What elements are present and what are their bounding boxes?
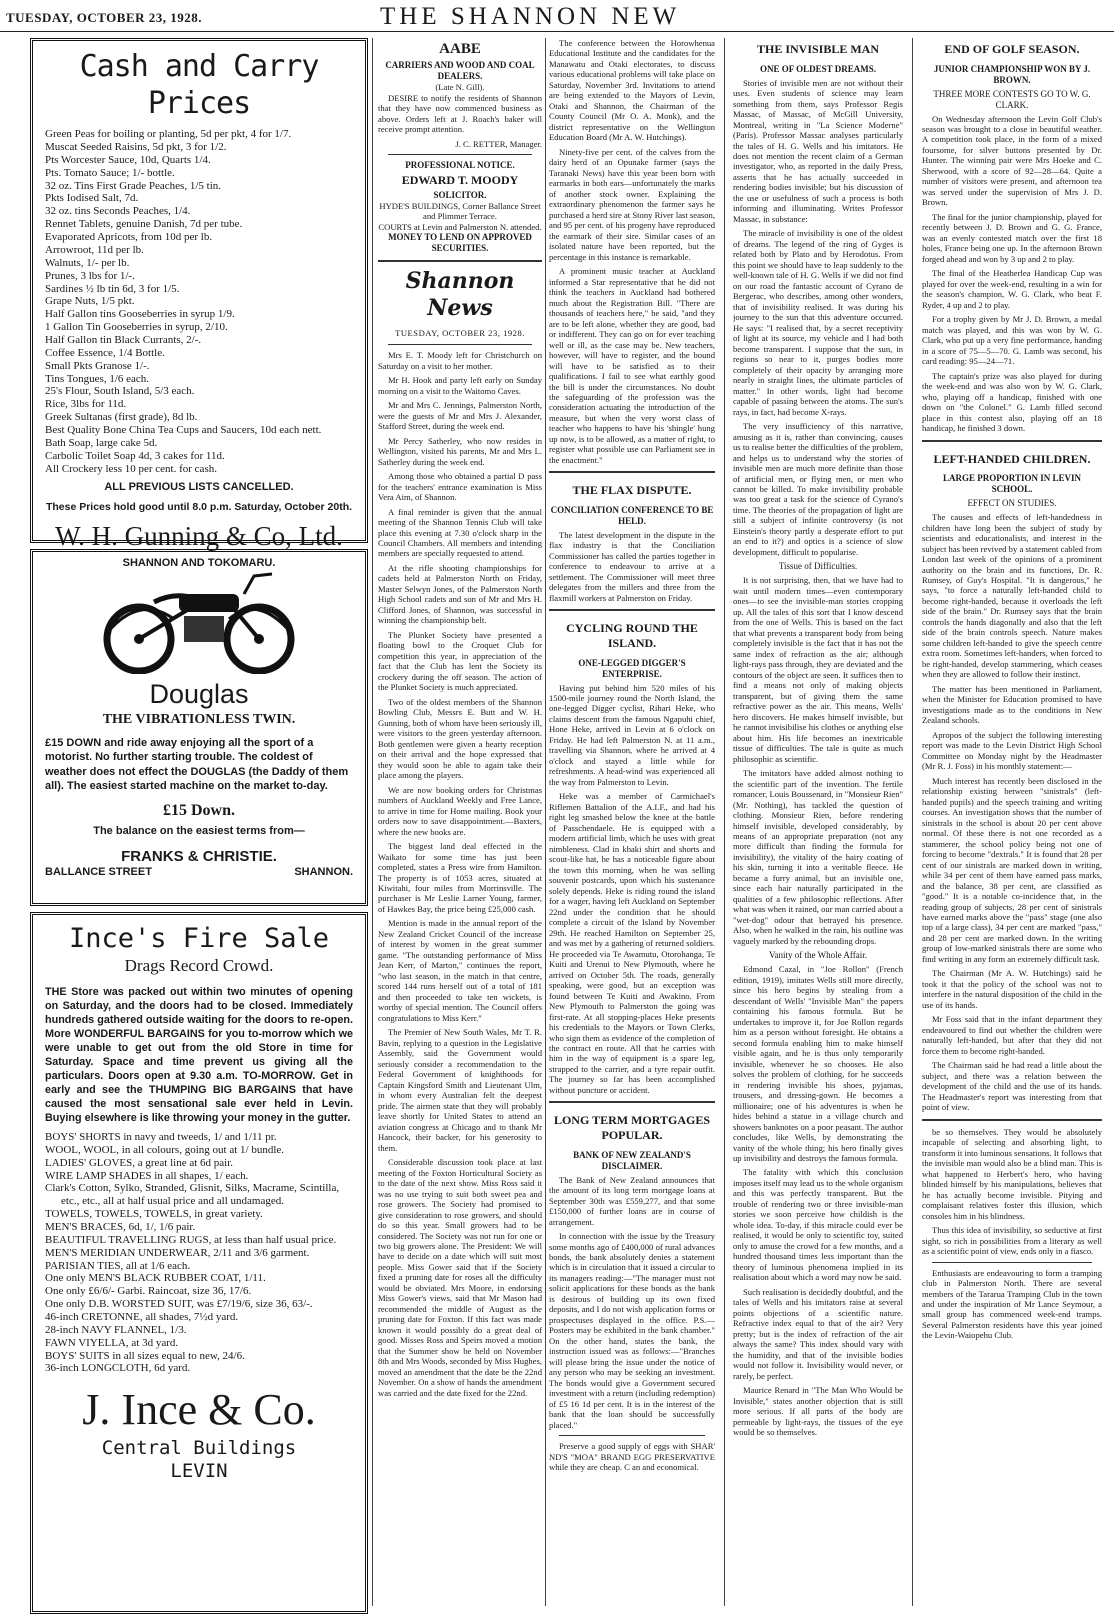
article-paragraph: The final for the junior championship, played for recently between J. D. Brown and G. G. France, was an evenly contested match over the first 18 holes, France being one up. In the afternoon Brown forged ahead and won by 3 up and 2 to play.: [922, 211, 1102, 264]
article-paragraph: Mr Foss said that in the infant department they endeavoured to find out whether the children were naturally left-handed, but after that they did not force them to become right-handed.: [922, 1014, 1102, 1056]
sale-item: FAWN VIYELLA, at 3d yard.: [45, 1336, 179, 1349]
article-paragraph: The Chairman (Mr A. W. Hutchings) said he took it that the policy of the school was not to interfere in the natural disposition of the child in the use of its hands.: [922, 968, 1102, 1010]
mortgage-headline: LONG TERM MORTGAGES POPULAR.: [553, 1113, 711, 1143]
price-item: Half Gallon tins Gooseberries in syrup 1/9.: [45, 308, 235, 321]
sale-item: One only £6/6/- Garbi. Raincoat, size 36, 17/6.: [45, 1285, 252, 1298]
column-rule: [724, 38, 725, 1606]
article-body: [733, 78, 903, 558]
store-town: LEVIN: [170, 1460, 228, 1483]
price-list: [45, 128, 353, 475]
golf-headline: END OF GOLF SEASON.: [944, 42, 1080, 56]
sale-item: TOWELS, TOWELS, TOWELS, in great variety.: [45, 1208, 263, 1221]
article-paragraph: The Bank of New Zealand announces that the amount of its long term mortgage loans at September 30th was £559,277, and that some £150,000 of further loans are in course of arrangement.: [549, 1174, 715, 1227]
solicitor-courts: COURTS at Levin and Palmerston N. attended.: [378, 221, 542, 232]
divider: [378, 260, 542, 262]
solicitor-role: SOLICITOR.: [433, 189, 487, 200]
column-rule: [912, 38, 913, 1606]
aabe-body: DESIRE to notify the residents of Shannon that they have now commenced business as above. Orders left at J. Roach's baker will receive prompt attention.: [378, 92, 542, 135]
article-paragraph: Apropos of the subject the following interesting report was made to the Levin District High School Committee on Monday night by the Headmaster (Mr R. J. Foss) in his monthly statement:—: [922, 729, 1102, 772]
sale-item: 46-inch CRETONNE, all shades, 7½d yard.: [45, 1311, 239, 1324]
brand-name: Douglas: [149, 679, 249, 709]
article-paragraph: The captain's prize was also played for during the week-end and was also won by W. G. Clark, who, playing off a handicap, finished with one down on "the Colonel." G. Lamb filled second place in this contest also, playing off an 18 handicap, he finished 3 down.: [922, 370, 1102, 434]
mortgage-body: [549, 1175, 715, 1431]
sale-item-list: [45, 1131, 353, 1375]
store-brand: J. Ince & Co.: [82, 1385, 316, 1435]
divider: [388, 154, 532, 155]
column-rule: [545, 38, 546, 1606]
news-paragraph: Among those who obtained a partial D pass for the teachers' entrance examination is Miss Vera Aim, of Shannon.: [378, 471, 542, 503]
price-item: Grape Nuts, 1/5 pkt.: [45, 295, 135, 308]
sale-item: MEN'S BRACES, 6d, 1/, 1/6 pair.: [45, 1221, 196, 1233]
left-handed-subhead: LARGE PROPORTION IN LEVIN SCHOOL.: [943, 473, 1081, 495]
advertisement-column: [30, 38, 368, 1620]
sale-item: MEN'S MERIDIAN UNDERWEAR, 2/11 and 3/6 garment.: [45, 1246, 310, 1259]
tramping-club-item: [922, 1268, 1102, 1341]
news-items: [549, 38, 715, 465]
price-item: Rice, 3lbs for 11d.: [45, 398, 127, 411]
price-item: 32 oz. Tins First Grade Peaches, 1/5 tin.: [45, 179, 221, 192]
flax-subhead: CONCILIATION CONFERENCE TO BE HELD.: [550, 505, 714, 526]
news-paragraph: The Plunket Society have presented a floating bowl to the Croquet Club for competition this year, in appreciation of the fact that the Club has lent the Society its crockery during the off season. The action of the Plunket Society is much appreciated.: [378, 629, 542, 693]
invisible-man-headline: THE INVISIBLE MAN: [756, 42, 880, 56]
aabe-late: (Late N. Gill).: [435, 82, 485, 93]
divider: [549, 1101, 715, 1103]
continued-article: [922, 1127, 1102, 1257]
egg-preservative-ad: Preserve a good supply of eggs with SHAR' ND'S "MOA" BRAND EGG PRESERVATIVE while they are cheap. C an and economical.: [549, 1441, 715, 1473]
sale-item: PARISIAN TIES, all at 1/6 each.: [45, 1259, 191, 1272]
aabe-signature: J. C. RETTER, Manager.: [455, 138, 542, 149]
article-paragraph: Such realisation is decidedly doubtful, and the tales of Wells and his imitators raise at several points objections of a scientific nature. Refractive index equal to that of the air? Very pretty; but is the index of refraction of the air always the same? This index should vary with the humidity, and that of the invisible bodies would not follow it. Invisibility would never, or rarely, be perfect.: [733, 1286, 903, 1381]
article-paragraph: The miracle of invisibility is one of the oldest of dreams. The legend of the ring of Gyges is related both by Plato and by Herodotus. From this point we should have to leap suddenly to the well-known tale of H. G. Wells if we did not find on our road the fantastic account of Cyrano de Bergerac, who describes, among other wonders, that of invisibility realised. It was during his journey to the sun that this adventure occurred. He says: "I realised that, by a secret receptivity of light at its source, my vehicle and I had both become transparent. I suppose that the sun, in regions so near to it, purges bodies more completely of their opacity by arranging more nearly in straight lines, the ultimate particles of matter." In other words, light had become capable of passing between the atoms. The sun's rays, in fact, had become X-rays.: [733, 228, 903, 417]
sale-body: THE Store was packed out within two minutes of opening on Saturday, and the doors had to be closed. Immediately hundreds gathered outside waiting for the doors to re-open. More WONDERFUL BARGAINS for you to-morrow which we were unable to get out from the old Store in time for Saturday. Space and time prevent us giving all the particulars. Doors open at 9.30 a.m. TO-MORROW. Get in early and see the THUMPING BIG BARGAINS that have caused the most sensational sale ever held in Levin. Buying elsewhere is like throwing your money in the gutter.: [45, 985, 353, 1124]
solicitor-money: MONEY TO LEND ON APPROVED SECURITIES.: [388, 232, 532, 254]
news-paragraph: Mr H. Hook and party left early on Sunday morning on a visit to the Waitomo Caves.: [378, 375, 542, 396]
article-paragraph: Edmond Cazal, in "Joe Rollon" (French edition, 1919), imitates Wells still more directly, since his hero begins by stealing from a descendant of Wells' "Invisible Man" the papers containing his famous formula. But he undertakes to improve it, for Joe Rollon regards him as a person without foresight. He obtains a second formula enabling him to make himself visible again, and he is thus only temporarily invisible, whenever he so chooses. He also solves the problem of clothing, for he succeeds in rendering invisible his shoes, pyjamas, trousers, and dressing-gown. He becomes a millionaire; one of his adventures is when he hides behind a statue in a village church and showers banknotes on a poor peasant. The author concludes, like Wells, by demonstrating the vanity of the whole thing; his hero finally gives up invisibility and destroys the famous formula.: [733, 964, 903, 1163]
invisible-man-subhead: ONE OF OLDEST DREAMS.: [759, 63, 877, 74]
solicitor-address: HYDE'S BUILDINGS, Corner Ballance Street and Plimmer Terrace.: [379, 200, 541, 222]
price-item: Coffee Essence, 1/4 Bottle.: [45, 346, 165, 359]
news-paragraph: Mr and Mrs C. Jennings, Palmerston North, were the guests of Mr and Mrs J. Alexander, Stafford Street, during the week end.: [378, 400, 542, 432]
price-item: Best Quality Bone China Tea Cups and Saucers, 10d each nett.: [45, 423, 322, 436]
article-paragraph: The final of the Heatherlea Handicap Cup was played for over the week-end, resulting in a win for the season's champion, W. G. Clark, who beat F. Ryder, 4 up and 2 to play.: [922, 268, 1102, 310]
article-body: [733, 964, 903, 1437]
sale-subtitle: Drags Record Crowd.: [124, 955, 274, 975]
news-paragraph: Two of the oldest members of the Shannon Bowling Club, Messrs E. Butt and W. H. Gunning, both of whom have been seriously ill, were visitors to the green yesterday afternoon. Both gentlemen were given a hearty reception on their arrival and the hope expressed that they would soon be able to again take their place among the players.: [378, 696, 542, 781]
sale-item: 36-inch LONGCLOTH, 6d yard.: [45, 1362, 191, 1375]
news-paragraph: The conference between the Horowhenua Educational Institute and the candidates for the Manawatu and Otaki electorates, to discuss various educational problems will take place on Saturday, November 3rd. Invitations to attend are being extended to the Mayors of Levin, Otaki and Shannon, the Chairman of the County Council (Mr O. A. Monk), and the district representative on the Wellington Education Board (Mr A. W. Hutchings).: [549, 38, 715, 143]
price-item: Bath Soap, large cake 5d.: [45, 436, 158, 449]
flax-headline: THE FLAX DISPUTE.: [572, 483, 692, 498]
news-paragraph: A prominent music teacher at Auckland informed a Star representative that he did not think the teachers in Auckland had bothered much about the Registration Bill. "There are thousands of teachers here," he said, "and they are to be left alone, whether they are good, bad or indifferent. They can go on for ever teaching well or ill, as the case may be. New teachers, however, will have to register, and the bound will have to be satisfied as to their qualifications. I fail to see what earthly good the bill is under the circumstances. No doubt the safeguarding of the profession was the consideration actuating the introduction of the measure, but when the very worst class of teacher who happens to have his 'shingle' hung up now, is to be allowed, as a matter of right, to register what possible use can Parliament see in the enactment.": [549, 266, 715, 465]
sale-item: WIRE LAMP SHADES in all shapes, 1/ each.: [45, 1169, 249, 1182]
sale-item: One only MEN'S BLACK RUBBER COAT, 1/11.: [45, 1272, 266, 1285]
motorcycle-illustration: [94, 564, 304, 674]
column-three: [549, 38, 715, 1477]
section-heading: Tissue of Difficulties.: [778, 561, 858, 572]
ad-title: Cash and Carry Prices: [79, 49, 319, 121]
dealer-address: [45, 866, 353, 879]
column-rule: [372, 38, 373, 1606]
left-handed-headline: LEFT-HANDED CHILDREN.: [933, 451, 1091, 466]
price-item: Pts. Tomato Sauce; 1/- bottle.: [45, 166, 175, 179]
price-item: Tins Tongues, 1/6 each.: [45, 372, 150, 385]
price-item: Muscat Seeded Raisins, 5d pkt, 3 for 1/2.: [45, 141, 227, 154]
cycling-body: [549, 683, 715, 1096]
price-item: Arrowroot, 11d per lb.: [45, 243, 144, 256]
news-paragraph: A final reminder is given that the annual meeting of the Shannon Tennis Club will take place this evening at 7.30 o'clock sharp in the Council Chambers. All members and intending members are specially requested to attend.: [378, 506, 542, 559]
ince-sale-ad: [30, 912, 368, 1614]
sale-item: WOOL, WOOL, in all colours, going out at 1/ bundle.: [45, 1143, 285, 1156]
sale-item: BOYS' SHORTS in navy and tweeds, 1/ and 1/11 pr.: [45, 1130, 277, 1143]
article-paragraph: On Wednesday afternoon the Levin Golf Club's season was brought to a close in beautiful weather. A competition took place, in the form of a mixed foursome, for silver buttons presented by Dr. Hunter. The winning pair were Mrs Hoeke and C. Sherwood, with a score of 92—28—64. Quite a number of visitors were present, and afternoon tea was served under the supervision of Mrs J. D. Brown.: [922, 113, 1102, 208]
price-item: Greek Sultanas (first grade), 8d lb.: [45, 411, 198, 424]
paper-dateline: TUESDAY, OCTOBER 23, 1928.: [395, 327, 525, 338]
price-item: Small Pkts Granose 1/-.: [45, 359, 150, 372]
article-paragraph: It is not surprising, then, that we have had to wait until modern times—even contemporary ones—to see the invisible-man stories cropping up. All the tales of this sort that I know descend from the one of Wells. This is based on the fact that what prevents a transparent body from being completely invisible is the fact that it has not the same index of refraction as the air; although light-rays pass through, they are deviated and the contours of the object are seen. It suffices then to find a means not only of making objects transparent, but of giving them the same refractive power as the air. This means, Wells' hero discovers. He makes himself invisible, but he cannot invisibilise his clothes or anything else about him. His life becomes an inextricable tissue of difficulties. The tale is quite as much philosophic as scientific.: [733, 575, 903, 764]
firm-name: W. H. Gunning & Co, Ltd.: [55, 520, 343, 551]
price-item: Evaporated Apricots, from 10d per lb.: [45, 231, 213, 244]
article-paragraph: Much interest has recently been disclosed in the relationship existing between "sinistrals" (left-handed pupils) and the speech training and writing courses. An investigation shows that the number of sinistrals in the school is about 20 per cent above normal. Of these there is not one recorded as a stammerer, the school policy being not one of forcing to become "dextrals." It is found that 28 per cent of our sinistrals are marked down in writing, while 34 per cent of them have earned pass marks, and the balance, 38 per cent, are classified as "good." It is a notable co-incidence that, in the reading group of subjects, 28 per cent of sinistrals have earned marks above the "pass" stage (one also top of a large class), 34 per cent are marked "pass," and 28 per cent are marked down. In the writing group of low-marked sinistrals there are some who find writing in any form an extremely difficult task.: [922, 775, 1102, 964]
article-paragraph: The very insufficiency of this narrative, amusing as it is, rather than convincing, causes us to realise better the difficulties of the problem, and helps us to understand why the stories of invisible men are much more definite than those of artificial men, or flying men, or men who cannot be killed. To make invisibility probable was too great a task for the science of Cyrano's time. The theories of the propagation of light are still a subject of infinite controversy (is not Einstein's theory partly a desperate effort to put an end to it?) and optics is a science of slow development, difficult to popularise.: [733, 421, 903, 557]
sale-item: 28-inch NAVY FLANNEL, 1/3.: [45, 1323, 187, 1336]
price-item: Green Peas for boiling or planting, 5d per pkt, 4 for 1/7.: [45, 128, 292, 141]
golf-subhead-two: THREE MORE CONTESTS GO TO W. G. CLARK.: [933, 88, 1091, 110]
price-item: Pts Worcester Sauce, 10d, Quarts 1/4.: [45, 153, 211, 166]
news-paragraph: We are now booking orders for Christmas numbers of Auckland Weekly and Free Lance, to arrive in time for Home mailing. Book your orders now to save disappointment.—Baxters, where the new books are.: [378, 784, 542, 837]
golf-subhead: JUNIOR CHAMPIONSHIP WON BY J. BROWN.: [933, 63, 1091, 85]
article-paragraph: The imitators have added almost nothing to the scientific part of the invention. The fertile romancer, Louis Boussenard, in "Monsieur Rien" (Mr. Nothing), has tackled the question of clothing. Monsieur Rien, before rendering himself invisible, developed considerably, by means of an appropriate preparation (not any more difficult than finding the formula for invisibility), the vitality of the hairy coating of his skin, turning it into a veritable fleece. He became a furry animal, but an invisible one, since each hair naturally participated in the qualities of a few philosophic reflections. After what was when it rained, our man carried about a "wet-dog" odour that betrayed his presence. Also, when he walked in the rain, his outline was vaguely marked by the rebounding drops.: [733, 768, 903, 946]
aabe-subtitle: CARRIERS AND WOOD AND COAL DEALERS.: [385, 60, 535, 82]
price-item: Prunes, 3 lbs for 1/-.: [45, 269, 135, 282]
divider: [388, 344, 532, 345]
article-paragraph: Stories of invisible men are not without their uses. Even students of science may learn something from them, says Professor Regis Massac, of Massac, of McGill University, Montreal, writing in "La Science Moderne" (Paris). Professor Massac analyses particularly the tales of H. G. Wells and his imitators. He does not mention the recent claim of a German investigator, who, as reported in the daily Press, asserts that he has actually succeeded in rendering bodies invisible; but his discussion of the use or usefulness of such a process is both informing and illuminating. Writes Professor Massac, in substance:: [733, 77, 903, 224]
news-paragraph: The Premier of New South Wales, Mr T. R. Bavin, replying to a question in the Legislative Assembly, said the Government would seriously consider a recommendation to the Federal Government of knighthoods for Captain Kingsford Smith and Lieutenant Ulm, in whom every Australian felt the deepest pride. The airmen state that they will probably leave shortly for United States to attend an aviation congress at Chicago and to thank Mr Hancock, their backer, for his generosity to them.: [378, 1027, 542, 1153]
article-paragraph: In connection with the issue by the Treasury some months ago of £400,000 of rural advances bonds, the bank absolutely denies a statement which is in circulation that it issued a circular to its managers reading:—"The manager must not solicit applications for these bonds as the bank is desirous of building up its own fixed deposits, and I do not wish application forms or prospectuses displayed in the office. P.S.— Posters may be exhibited in the bank chamber." On the other hand, states the bank, the instruction issued was as follows:—"Branches will please bring the issue under the notice of any person who may be seeking an investment. The bonds would give a Government secured investment with a return (including redemption) of £5 16 1d per cent. It is in the interest of the bank that the loan should be successfully placed.": [549, 1231, 715, 1430]
masthead-date: TUESDAY, OCTOBER 23, 1928.: [6, 10, 203, 25]
dealer-town: SHANNON.: [294, 866, 353, 879]
section-heading: Vanity of the Whole Affair.: [769, 950, 867, 961]
price-item: All Crockery less 10 per cent. for cash.: [45, 462, 217, 475]
cycling-subhead: ONE-LEGGED DIGGER'S ENTERPRISE.: [578, 657, 686, 679]
article-paragraph: be so themselves. They would be absolutely incapable of selecting and absorbing light, to transform it into luminous sensations. It follows that the invisible man would also be a blind man. This is what happened to Herbert's hero, who having blinded himself by his manipulations, believes that he has actually become invisible. Pitying and complaisant relatives foster this illusion, which consoles him in his blindness.: [922, 1126, 1102, 1221]
solicitor-name: EDWARD T. MOODY: [401, 173, 519, 188]
news-paragraph: Mr Percy Satherley, who now resides in Wellington, visited his parents, Mr and Mrs L. Satherley during the week end.: [378, 435, 542, 467]
article-paragraph: The fatality with which this conclusion imposes itself may lead us to the whole organism and this was perfectly transparent. But the trouble of rendering two or three invisible-man stories we soon perceive how childish is the whole idea. To-day, if this miracle could ever be realised, it would be only to scientific toy, suited only to amuse the crowd for a few months, and a hundred thousand times less important than the theory of luminous phenomena implied in its realisation about which a word may now be said.: [733, 1167, 903, 1283]
ad-body: £15 DOWN and ride away enjoying all the sport of a motorist. No further starting trouble. The coldest of weather does not effect the DOUGLAS (the Daddy of them all). The easiest started machine on the market to-day.: [45, 737, 349, 792]
balance-terms: The balance on the easiest terms from—: [93, 824, 305, 837]
divider: [549, 609, 715, 611]
ad-hold: These Prices hold good until 8.0 p.m. Saturday, October 20th.: [45, 500, 353, 513]
price-item: 1 Gallon Tin Gooseberries in syrup, 2/10.: [45, 321, 228, 334]
left-handed-body: [922, 512, 1102, 1113]
column-five: [922, 38, 1102, 1345]
article-paragraph: Maurice Renard in "The Man Who Would be Invisible," states another objection that is still more serious. If all parts of the body are permeable by light-rays, the tissues of the eye would be so themselves.: [733, 1385, 903, 1438]
price-item: 32 oz. tins Seconds Peaches, 1/4.: [45, 205, 191, 218]
divider: [559, 1435, 705, 1436]
news-paragraph: Mention is made in the annual report of the New Zealand Cricket Council of the increase of interest by women in the great summer game. "The outstanding performance of Miss Jean Kerr, of Marton," continues the report, "who last season, in the match in that centre, scored 144 runs herself out of a total of 181 and then proceeded to take ten wickets, is worthy of special mention. The Council offers congratulations to Miss Kerr.": [378, 918, 542, 1023]
news-paragraph: Ninety-five per cent. of the calves from the dairy herd of an Opunake farmer (says the Taranaki News) have this year been born with earmarks in both ears—unfortunately the marks of another stock owner. Explaining the extraordinary phenomenon the farmer says he purchased a herd sire at Stony River last season, and 95 per cent. of his progeny have reproduced the earmark of their sire. Similar cases of an isolated nature have been reported, but the percentage in this instance is remarkable.: [549, 146, 715, 262]
price-item: Sardines ½ lb tin 6d, 3 for 1/5.: [45, 282, 180, 295]
local-news-list: [378, 350, 542, 1398]
masthead: [0, 0, 1114, 32]
divider: [932, 1262, 1092, 1263]
divider: [549, 471, 715, 473]
news-paragraph: At the rifle shooting championships for cadets held at Palmerston North on Friday, Master Selwyn Jones, of the Palmerston North High School cadets and son of Mr and Mrs H. Clifford Jones, of Shannon, was successful in winning the championship belt.: [378, 562, 542, 626]
news-paragraph: Considerable discussion took place at last meeting of the Foxton Horticultural Society as to the date of the next show. Miss Ross said it was no use trying to suit both sweet pea and rose growers. The Society had promised to give consideration to rose growers, and should do so this year. Small growers had to be considered. The Society was not run for one or two big growers alone. The President: We will have to decide on a date which will suit most people. Miss Gower said that if the Society fixed a pruning date for roses all the difficulty would be obviated. Mrs Moore, in endorsing Miss Gower's views, said that Mr Mason had recommended the middle of August as the pruning date for Foxton. If this fact was made known it would possibly do a great deal of good. Misses Ross and Speirs moved a motion that the Summer show be held on November 8th and Mrs Woods, seconded by Miss Hughes, moved an amendment that the date be the 22nd November. On a show of hands the amendment was carried and the date fixed for the 22nd.: [378, 1157, 542, 1398]
sale-item: Clark's Cotton, Sylko, Stranded, Glisnit, Silks, Macrame, Scintilla, etc., etc., all at half usual price and all undamaged.: [45, 1182, 340, 1208]
douglas-ad: [30, 549, 368, 906]
article-paragraph: The matter has been mentioned in Parliament, when the Minister for Education promised to have investigations made as to the conditions in New Zealand schools.: [922, 683, 1102, 726]
divider: [922, 440, 1102, 442]
flax-body: The latest development in the dispute in the flax industry is that the Conciliation Commissioner has called the parties together in conference to endeavour to arrive at a settlement. The Commissioner will meet three delegates from the millers and three from the flaxmill workers at Palmerston on Friday.: [549, 529, 715, 603]
column-four: [733, 38, 903, 1442]
store-buildings: Central Buildings: [101, 1436, 297, 1459]
sale-item: One only D.B. WORSTED SUIT, was £7/19/6, size 36, 63/-.: [45, 1298, 313, 1311]
news-paragraph: The biggest land deal effected in the Waikato for some time has just been completed, states a Press wire from Hamilton. The property is of 1053 acres, situated at Kiwitahi, four miles from Morrinsville. The purchaser is Mr Leslie Larner Young, farmer, of Hawkes Bay, the price being £25,000 cash.: [378, 841, 542, 914]
price-item: 25's Flour, South Island, 5/3 each.: [45, 385, 195, 398]
brand-tagline: THE VIBRATIONLESS TWIN.: [102, 711, 296, 727]
price-item: Walnuts, 1/- per lb.: [45, 256, 130, 269]
dealer-name: FRANKS & CHRISTIE.: [121, 848, 277, 866]
masthead-title: THE SHANNON NEW: [380, 3, 681, 30]
mortgage-subhead: BANK OF NEW ZEALAND'S DISCLAIMER.: [573, 1149, 691, 1171]
cycling-headline: CYCLING ROUND THE ISLAND.: [566, 621, 698, 650]
article-paragraph: The Chairman said he had read a little about the subject, and there was a relation between the development of the child and the use of its hands. The Headmaster's report was interesting from that point of view.: [922, 1060, 1102, 1113]
notice-heading: PROFESSIONAL NOTICE.: [405, 160, 515, 171]
article-paragraph: Thus this idea of invisibility, so seductive at first sight, so rich in possibilities from a literary as well as a scientific point of view, ends only in a fiasco.: [922, 1225, 1102, 1257]
article-paragraph: Heke was a member of Carmichael's Riflemen Battalion of the A.I.F., and had his right leg smashed below the knee at the battle of Passchendaele. He is equipped with a modern artificial limb, which he uses with great nimbleness. Clad in khaki shirt and shorts and scout-like hat, he has a noticeable figure about the town this morning, when he was selling souvenir postcards, upon which his sustenance solely depends. Heke is riding round the island for a wager, having left Auckland on September 22nd under the condition that he should complete a circuit of the Island by November 29th. He reached Hamilton on September 25, and was met by a gathering of returned soldiers. He proceeded via Te Awamutu, Otorohanga, Te Kuiti and Urenui to New Plymouth, where he arrived on October 5th. The roads, generally speaking, were good, but an exception was found between Te Kuiti and Awakino. From New Plymouth to Palmerston the going was first-rate. At all stopping-places Heke presents his credentials to the Mayors or Town Clerks, who sign them as evidence of the completion of the contract en route. All that he carries with him in the way of equipment is a spare leg, strapped to the carrier, and a tyre repair outfit. The journey so far has been accomplished without puncture or accident.: [549, 791, 715, 1095]
sale-title: Ince's Fire Sale: [68, 923, 330, 954]
article-paragraph: For a trophy given by Mr J. D. Brown, a medal match was played, and this was won by W. G. Clark, who put up a very fine performance, handing in a score of 75—5—70. G. Lamb was second, his card reading: 95—24—71.: [922, 314, 1102, 367]
paper-nameplate: Shannon News: [405, 268, 515, 321]
aabe-title: AABE: [439, 41, 481, 57]
price-item: Rennet Tablets, genuine Danish, 7d per tube.: [45, 218, 243, 231]
price-item: Pkts Iodised Salt, 7d.: [45, 192, 139, 205]
price-item: Carbolic Toilet Soap 4d, 3 cakes for 11d.: [45, 449, 225, 462]
cash-carry-ad: [30, 38, 368, 569]
firm-places: SHANNON AND TOKOMARU.: [122, 556, 276, 569]
left-handed-subhead-two: EFFECT ON STUDIES.: [967, 498, 1057, 509]
sale-item: BOYS' SUITS in all sizes equal to new, 24/6.: [45, 1349, 245, 1362]
dealer-street: BALLANCE STREET: [45, 866, 152, 879]
news-paragraph: Mrs E. T. Moody left for Christchurch on Saturday on a visit to her mother.: [378, 350, 542, 371]
article-body: [733, 575, 903, 946]
column-two: [378, 38, 542, 1402]
divider: [922, 1119, 1102, 1121]
golf-body: [922, 114, 1102, 434]
price-down: £15 Down.: [162, 802, 235, 820]
ad-notice: ALL PREVIOUS LISTS CANCELLED.: [104, 481, 294, 494]
news-paragraph: Enthusiasts are endeavouring to form a tramping club in Palmerston North. There are several members of the Tararua Tramping Club in the town and under the inspiration of Mr Lance Seymour, a small group has commenced week-end tramps. Several Palmerston residents have this year joined the Levin-Waiopehu Club.: [922, 1267, 1102, 1341]
article-paragraph: Having put behind him 520 miles of his 1500-mile journey round the North Island, the one-legged Digger cyclist, Rihari Heke, who claims descent from the famous Ngapuhi chief, Hone Heke, arrived in Levin at 6 o'clock on Friday. He had left Palmerston N. at 11 a.m., travelling via Shannon, where he arrived at 4 o'clock and stayed a little while for refreshments. A head-wind was experienced all the way from Palmerston to Levin.: [549, 682, 715, 787]
sale-item: BEAUTIFUL TRAVELLING RUGS, at less than half usual price.: [45, 1233, 337, 1246]
price-item: Half Gallon tin Black Currants, 2/-.: [45, 333, 202, 346]
article-paragraph: The causes and effects of left-handedness in children have long been the subject of study by scientists and educationalists, and interest in the subject has been revived by a statement cabled from London last week of the opinions of a prominent authority on the brain and its functions, Dr. R. Rumsey, of Guy's Hospital. "It is dangerous," he says, "to force a naturally left-handed child to become right-handed, because it overloads the left side of the brain." Dr. Rumsey says that the brain controls the hands diagonally and also that the left side of the brain controls speech. Nature makes some children left-handed to give the speech centre extra room. Sometimes left-handers, when forced to be right-handed, develop stammering, which ceases when they are allowed to follow their instinct.: [922, 512, 1102, 680]
sale-item: LADIES' GLOVES, a great line at 6d pair.: [45, 1156, 234, 1169]
